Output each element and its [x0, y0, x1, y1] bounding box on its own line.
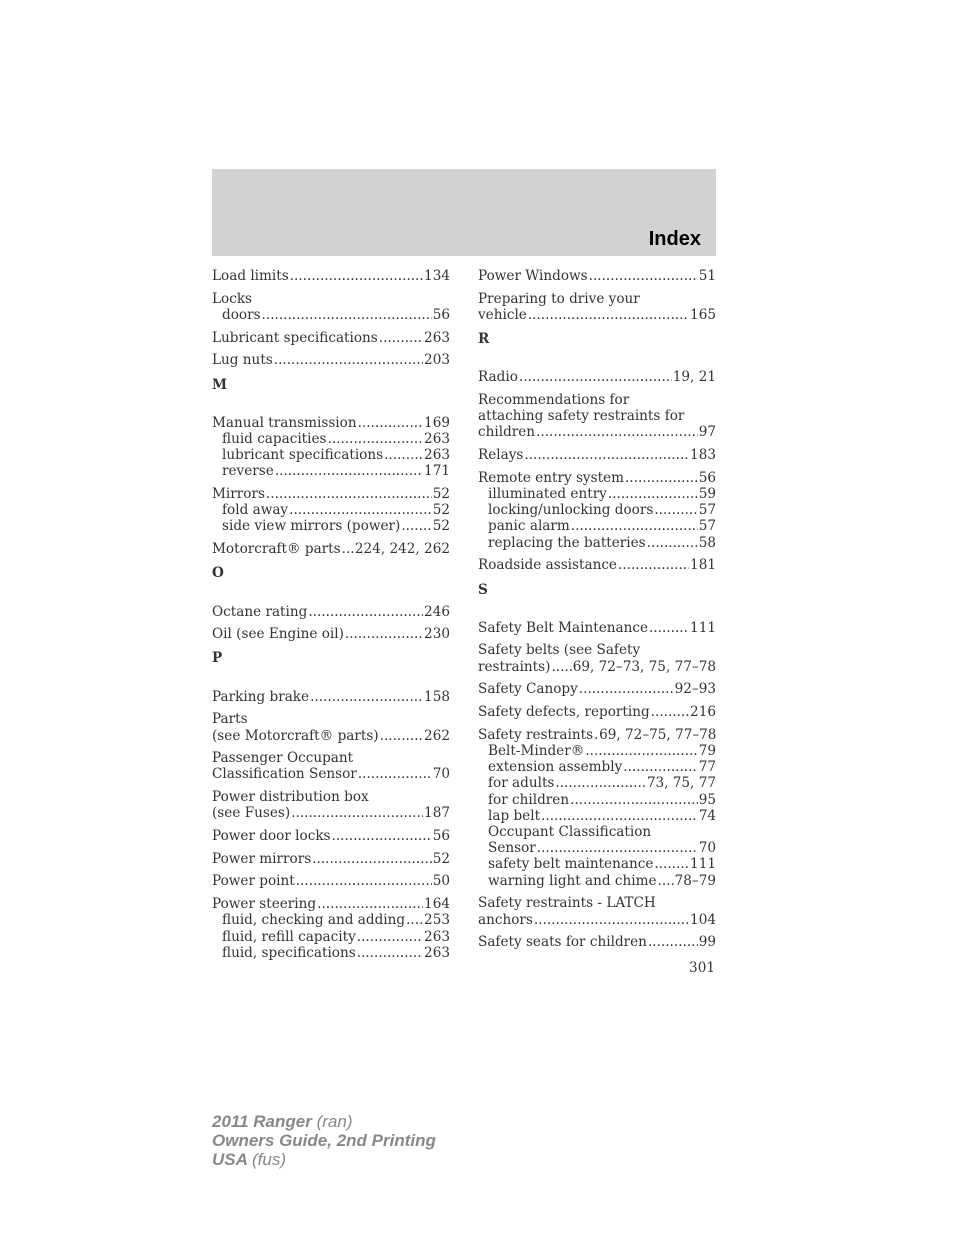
index-entry-line — [212, 352, 450, 368]
index-subentry-line — [212, 431, 450, 447]
entry-term: (see Fuses) — [212, 805, 291, 822]
index-subentry-line — [478, 873, 716, 889]
index-entry-line — [212, 415, 450, 431]
entry-term: warning light and chime — [488, 872, 657, 889]
entry-term: Power point — [212, 873, 295, 890]
dot-leader — [357, 945, 423, 961]
entry-term: Lug nuts — [212, 352, 273, 369]
entry-term: Roadside assistance — [478, 557, 617, 574]
index-subentry-line — [478, 518, 716, 534]
index-entry — [212, 828, 450, 844]
dot-leader — [551, 659, 571, 675]
dot-leader — [345, 626, 423, 642]
index-subentry-line — [478, 743, 716, 759]
entry-page-ref: 74 — [698, 807, 716, 824]
dot-leader — [585, 743, 697, 759]
entry-term: restraints) — [478, 658, 551, 675]
dot-leader — [534, 912, 689, 928]
index-entry — [478, 681, 716, 697]
entry-term: Power mirrors — [212, 850, 312, 867]
dot-leader — [342, 541, 354, 557]
index-entry — [212, 689, 450, 705]
entry-term: Recommendations for — [478, 392, 630, 409]
index-entry-line — [478, 392, 716, 408]
dot-leader — [380, 728, 423, 744]
entry-term: for children — [488, 791, 570, 808]
index-entry-line — [478, 704, 716, 720]
index-entry-line — [212, 604, 450, 620]
entry-page-ref: 59 — [698, 486, 716, 503]
index-subentry-line — [478, 502, 716, 518]
index-subentry-line — [212, 518, 450, 534]
entry-page-ref: 99 — [698, 934, 716, 951]
entry-term: Manual transmission — [212, 414, 357, 431]
dot-leader — [308, 604, 423, 620]
dot-leader — [401, 518, 431, 534]
dot-leader — [332, 828, 432, 844]
index-subentry-line — [478, 759, 716, 775]
entry-term: Remote entry system — [478, 469, 624, 486]
entry-term: anchors — [478, 911, 533, 928]
dot-leader — [289, 502, 432, 518]
entry-page-ref: 79 — [698, 742, 716, 759]
index-section-letter: R — [478, 331, 490, 348]
dot-leader — [524, 447, 689, 463]
entry-term: Locks — [212, 290, 253, 307]
dot-leader — [649, 620, 689, 636]
entry-term: Load limits — [212, 268, 289, 284]
index-entry — [478, 727, 716, 889]
index-entry-line — [478, 447, 716, 463]
entry-term: for adults — [488, 775, 555, 792]
entry-page-ref: 224, 242, 262 — [354, 541, 450, 558]
index-subentry-line — [212, 502, 450, 518]
dot-leader — [654, 502, 697, 518]
entry-page-ref: 164 — [424, 896, 450, 913]
entry-term: children — [478, 424, 536, 441]
index-subentry-line — [212, 447, 450, 463]
dot-leader — [654, 856, 689, 872]
entry-page-ref: 203 — [424, 352, 450, 369]
entry-page-ref: 69, 72–75, 77–78 — [599, 726, 717, 743]
index-subentry-line — [478, 792, 716, 808]
dot-leader — [519, 369, 672, 385]
entry-term: fluid, specifications — [222, 944, 356, 961]
entry-term: Motorcraft® parts — [212, 541, 341, 558]
entry-term: Power Windows — [478, 268, 588, 284]
entry-page-ref: 70 — [432, 766, 450, 783]
entry-term: panic alarm — [488, 518, 570, 535]
entry-page-ref: 69, 72–73, 75, 77–78 — [572, 658, 716, 675]
index-entry — [478, 392, 716, 441]
index-entry-line — [212, 711, 450, 727]
index-entry-line — [212, 541, 450, 557]
index-entry-line — [212, 789, 450, 805]
index-entry — [478, 620, 716, 636]
entry-term: fluid, refill capacity — [222, 928, 356, 945]
index-entry-line — [212, 851, 450, 867]
entry-term: Sensor — [488, 840, 536, 857]
entry-term: side view mirrors (power) — [222, 518, 401, 535]
index-entry — [212, 789, 450, 821]
index-subentry-line — [212, 929, 450, 945]
index-entry — [212, 750, 450, 782]
index-subentry-line — [478, 775, 716, 791]
index-entry-line — [212, 268, 450, 284]
index-subentry-line — [478, 535, 716, 551]
entry-term: Safety restraints — [478, 726, 594, 743]
entry-term: illuminated entry — [488, 486, 607, 503]
index-entry — [478, 557, 716, 573]
entry-term: Belt-Minder® — [488, 742, 585, 759]
dot-leader — [579, 681, 674, 697]
entry-page-ref: 169 — [424, 414, 450, 431]
index-entry-line — [478, 642, 716, 658]
index-entry — [212, 268, 450, 284]
index-entry-line — [478, 408, 716, 424]
index-entry-line — [212, 873, 450, 889]
index-entry-line — [478, 620, 716, 636]
entry-page-ref: 52 — [432, 518, 450, 535]
dot-leader — [625, 470, 698, 486]
dot-leader — [266, 486, 432, 502]
index-entry-line — [478, 291, 716, 307]
entry-page-ref: 92–93 — [674, 681, 716, 698]
index-entry-line — [212, 626, 450, 642]
entry-page-ref: 111 — [690, 619, 716, 636]
entry-term: lap belt — [488, 807, 541, 824]
index-entry — [478, 704, 716, 720]
entry-term: Safety Canopy — [478, 681, 578, 698]
dot-leader — [358, 415, 423, 431]
entry-term: attaching safety restraints for — [478, 408, 685, 425]
entry-term: Passenger Occupant — [212, 750, 354, 767]
entry-term: Safety restraints - LATCH — [478, 895, 656, 912]
entry-term: fluid capacities — [222, 430, 327, 447]
footer-line-model: 2011 Ranger (ran) — [212, 1112, 353, 1131]
dot-leader — [570, 792, 698, 808]
index-entry — [212, 873, 450, 889]
dot-leader — [528, 307, 689, 323]
index-entry — [212, 330, 450, 346]
dot-leader — [647, 535, 698, 551]
index-header-band — [212, 169, 716, 256]
entry-page-ref: 50 — [432, 873, 450, 890]
entry-term: (see Motorcraft® parts) — [212, 727, 379, 744]
index-subentry-line — [212, 912, 450, 928]
index-entry — [478, 291, 716, 323]
entry-page-ref: 253 — [424, 912, 450, 929]
entry-term: Power door locks — [212, 828, 331, 845]
entry-page-ref: 70 — [698, 840, 716, 857]
dot-leader — [358, 766, 432, 782]
entry-term: fold away — [222, 502, 289, 519]
entry-term: fluid, checking and adding — [222, 912, 406, 929]
entry-page-ref: 52 — [432, 850, 450, 867]
entry-term: Safety belts (see Safety — [478, 642, 641, 659]
entry-term: Parts — [212, 711, 248, 728]
index-entry — [212, 604, 450, 620]
index-entry-line — [478, 681, 716, 697]
index-subentry-line — [212, 463, 450, 479]
index-entry-line — [212, 330, 450, 346]
index-section-letter: S — [478, 581, 488, 598]
dot-leader — [310, 689, 423, 705]
entry-term: Safety Belt Maintenance — [478, 619, 649, 636]
entry-page-ref: 56 — [698, 469, 716, 486]
index-entry-line — [478, 470, 716, 486]
index-entry-line — [478, 557, 716, 573]
entry-term: doors — [222, 306, 261, 323]
entry-page-ref: 246 — [424, 603, 450, 620]
dot-leader — [312, 851, 432, 867]
entry-page-ref: 230 — [424, 626, 450, 643]
entry-term: Lubricant specifications — [212, 329, 378, 346]
entry-term: replacing the batteries — [488, 534, 646, 551]
entry-page-ref: 56 — [432, 306, 450, 323]
footer-line-region: USA (fus) — [212, 1150, 286, 1169]
index-entry-line — [212, 828, 450, 844]
index-entry-line — [478, 424, 716, 440]
entry-page-ref: 263 — [424, 944, 450, 961]
entry-page-ref: 56 — [432, 828, 450, 845]
dot-leader — [317, 896, 423, 912]
dot-leader — [618, 557, 689, 573]
index-subentry-line — [478, 808, 716, 824]
index-entry — [212, 486, 450, 535]
index-entry-line — [212, 896, 450, 912]
dot-leader — [537, 840, 698, 856]
dot-leader — [275, 463, 423, 479]
entry-term: Classification Sensor — [212, 766, 357, 783]
index-entry-line — [212, 750, 450, 766]
entry-term: Safety defects, reporting — [478, 704, 650, 721]
entry-term: extension assembly — [488, 759, 623, 776]
dot-leader — [296, 873, 432, 889]
footer-line-guide: Owners Guide, 2nd Printing — [212, 1131, 436, 1150]
entry-term: Occupant Classification — [488, 823, 652, 840]
index-subentry-line — [478, 486, 716, 502]
index-entry — [478, 934, 716, 950]
dot-leader — [571, 518, 698, 534]
dot-leader — [291, 805, 423, 821]
dot-leader — [536, 424, 698, 440]
dot-leader — [384, 447, 423, 463]
dot-leader — [357, 929, 423, 945]
index-entry — [478, 642, 716, 674]
index-section-letter: M — [212, 376, 228, 393]
entry-page-ref: 97 — [698, 424, 716, 441]
entry-page-ref: 187 — [424, 805, 450, 822]
index-entry-line — [478, 659, 716, 675]
dot-leader — [648, 934, 698, 950]
entry-page-ref: 216 — [690, 704, 716, 721]
index-entry-line — [212, 805, 450, 821]
entry-term: vehicle — [478, 306, 527, 323]
index-entry — [478, 447, 716, 463]
entry-page-ref: 263 — [424, 430, 450, 447]
index-entry — [478, 470, 716, 551]
index-entry — [212, 851, 450, 867]
index-entry-line — [478, 895, 716, 911]
index-subentry-line — [478, 840, 716, 856]
index-section-letter: P — [212, 650, 223, 667]
entry-term: Oil (see Engine oil) — [212, 626, 344, 643]
index-entry — [212, 541, 450, 557]
entry-term: reverse — [222, 463, 274, 480]
index-entry — [478, 268, 716, 284]
entry-term: Radio — [478, 369, 518, 386]
index-subentry-line — [478, 856, 716, 872]
entry-page-ref: 181 — [690, 557, 716, 574]
entry-page-ref: 158 — [424, 688, 450, 705]
dot-leader — [328, 431, 424, 447]
index-entry-line — [212, 291, 450, 307]
index-entry — [478, 369, 716, 385]
entry-page-ref: 111 — [690, 856, 716, 873]
entry-term: safety belt maintenance — [488, 856, 654, 873]
entry-term: Safety seats for children — [478, 934, 647, 951]
entry-term: locking/unlocking doors — [488, 502, 654, 519]
index-entry-line — [212, 486, 450, 502]
entry-term: Parking brake — [212, 688, 310, 705]
dot-leader — [608, 486, 698, 502]
entry-term: Relays — [478, 447, 524, 464]
page-title: Index — [648, 228, 701, 250]
dot-leader — [379, 330, 423, 346]
index-entry-line — [478, 369, 716, 385]
index-entry — [212, 896, 450, 961]
document-footer — [212, 1112, 436, 1169]
entry-page-ref: 263 — [424, 447, 450, 464]
entry-page-ref: 51 — [698, 268, 716, 284]
entry-page-ref: 104 — [690, 911, 716, 928]
index-entry-line — [478, 268, 716, 284]
entry-page-ref: 77 — [698, 759, 716, 776]
dot-leader — [406, 912, 423, 928]
dot-leader — [262, 307, 432, 323]
entry-term: Power steering — [212, 896, 317, 913]
entry-page-ref: 57 — [698, 502, 716, 519]
dot-leader — [274, 352, 423, 368]
index-entry — [212, 626, 450, 642]
dot-leader — [651, 704, 689, 720]
index-entry-line — [478, 934, 716, 950]
entry-page-ref: 134 — [424, 268, 450, 284]
entry-term: Power distribution box — [212, 789, 369, 806]
index-entry-line — [212, 689, 450, 705]
index-entry-line — [478, 727, 716, 743]
entry-term: Octane rating — [212, 603, 308, 620]
index-entry — [212, 352, 450, 368]
dot-leader — [658, 873, 674, 889]
entry-page-ref: 73, 75, 77 — [646, 775, 716, 792]
index-section-letter: O — [212, 565, 224, 582]
index-entry — [478, 895, 716, 927]
page-number: 301 — [689, 960, 715, 976]
index-subentry-line — [212, 945, 450, 961]
dot-leader — [290, 268, 423, 284]
entry-page-ref: 95 — [698, 791, 716, 808]
entry-term: Preparing to drive your — [478, 290, 640, 307]
index-entry-line — [478, 307, 716, 323]
entry-page-ref: 52 — [432, 486, 450, 503]
dot-leader — [555, 775, 645, 791]
index-entry — [212, 291, 450, 323]
index-column-left — [212, 268, 450, 968]
entry-page-ref: 78–79 — [674, 872, 716, 889]
index-subentry-line — [212, 307, 450, 323]
entry-page-ref: 262 — [424, 727, 450, 744]
entry-page-ref: 165 — [690, 306, 716, 323]
index-entry — [212, 711, 450, 743]
index-entry-line — [212, 766, 450, 782]
entry-page-ref: 58 — [698, 534, 716, 551]
dot-leader — [623, 759, 697, 775]
index-column-right — [478, 268, 716, 957]
entry-page-ref: 19, 21 — [672, 369, 716, 386]
dot-leader — [594, 727, 598, 743]
entry-page-ref: 263 — [424, 329, 450, 346]
entry-page-ref: 171 — [424, 463, 450, 480]
entry-term: Mirrors — [212, 486, 265, 503]
index-entry-line — [212, 728, 450, 744]
index-subentry-line — [478, 824, 716, 840]
dot-leader — [541, 808, 698, 824]
dot-leader — [589, 268, 698, 284]
entry-term: lubricant specifications — [222, 447, 384, 464]
entry-page-ref: 57 — [698, 518, 716, 535]
entry-page-ref: 263 — [424, 928, 450, 945]
entry-page-ref: 52 — [432, 502, 450, 519]
index-entry — [212, 415, 450, 480]
index-entry-line — [478, 912, 716, 928]
entry-page-ref: 183 — [690, 447, 716, 464]
